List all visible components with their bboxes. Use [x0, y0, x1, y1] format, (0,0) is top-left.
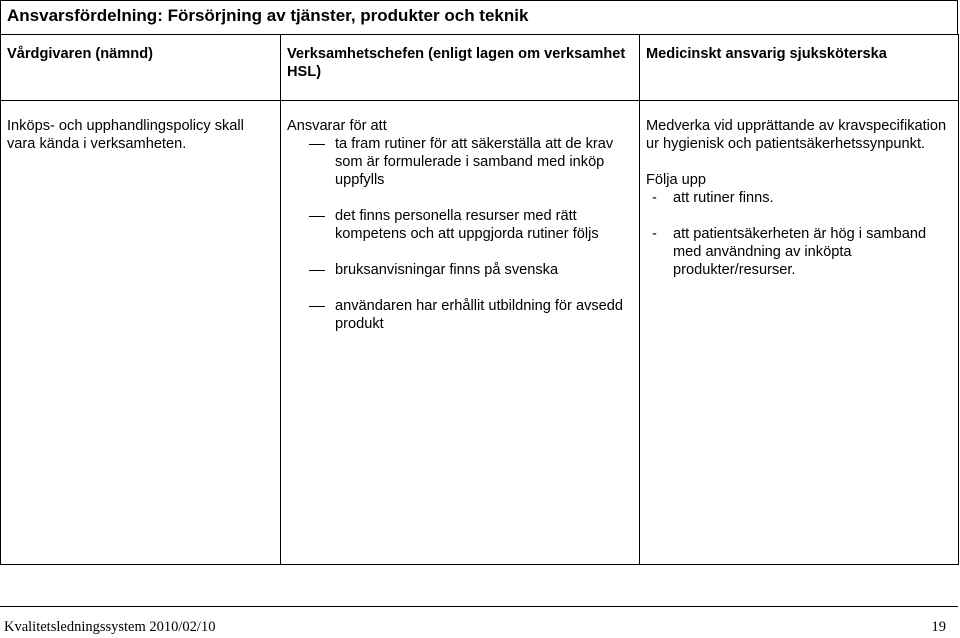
- list-item: det finns personella resurser med rätt kompetens och att uppgjorda rutiner följs: [287, 207, 633, 243]
- hyphen-marker: -: [652, 190, 657, 206]
- table-header-row: [1, 35, 959, 101]
- footer-divider: [0, 606, 958, 607]
- dash-marker: [309, 270, 325, 271]
- dash-marker: [309, 216, 325, 217]
- operations-manager-cell: [281, 101, 640, 565]
- header-operations-manager: Verksamhetschefen (enligt lagen om verksamhet HSL): [281, 35, 640, 101]
- page-title: Ansvarsfördelning: Försörjning av tjänster, produkter och teknik: [0, 0, 958, 34]
- responsibility-list: [287, 135, 633, 333]
- page-number: 19: [931, 619, 946, 635]
- follow-up-label: Följa upp: [646, 172, 707, 188]
- responsibility-intro: Ansvarar för att: [287, 118, 387, 134]
- list-item: ta fram rutiner för att säkerställa att de krav som är formulerade i samband med inköp uppfylls: [287, 135, 633, 189]
- nurse-paragraph: Medverka vid upprättande av kravspecifikation ur hygienisk och patientsäkerhetssynpunkt.: [646, 118, 947, 152]
- list-item: bruksanvisningar finns på svenska: [287, 261, 633, 279]
- hyphen-marker: -: [652, 226, 657, 242]
- caregiver-text: Inköps- och upphandlingspolicy skall vara kända i verksamheten.: [7, 118, 244, 152]
- footer-text: Kvalitetsledningssystem 2010/02/10: [4, 619, 216, 635]
- list-item: - att rutiner finns.: [652, 190, 774, 206]
- caregiver-cell: [1, 101, 281, 565]
- dash-marker: [309, 144, 325, 145]
- list-item: användaren har erhållit utbildning för avsedd produkt: [287, 297, 633, 333]
- responsibility-table: [0, 34, 959, 565]
- table-body-row: [1, 101, 959, 565]
- dash-marker: [309, 306, 325, 307]
- medical-nurse-cell: [640, 101, 959, 565]
- header-medical-nurse: Medicinskt ansvarig sjuksköterska: [640, 35, 959, 101]
- header-caregiver: Vårdgivaren (nämnd): [1, 35, 281, 101]
- list-item: - att patientsäkerheten är hög i samband med användning av inköpta produkter/resurser.: [652, 226, 927, 278]
